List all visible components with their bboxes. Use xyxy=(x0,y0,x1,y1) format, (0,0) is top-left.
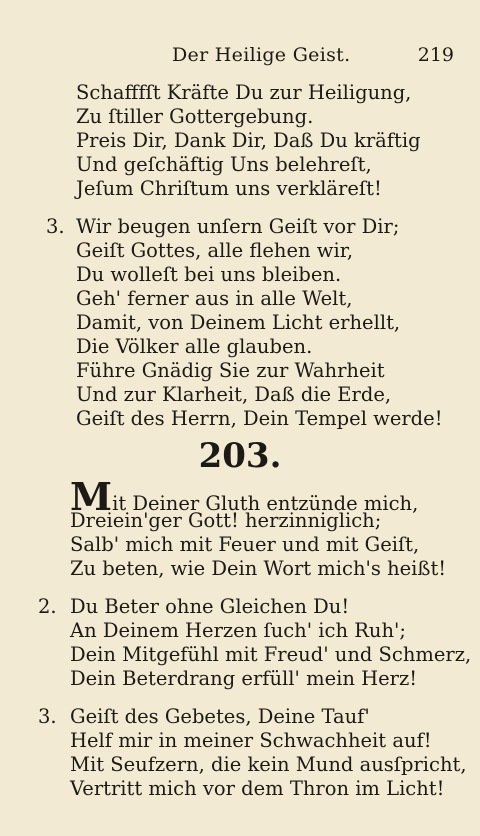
running-title: Der Heilige Geist. xyxy=(172,44,351,66)
verse-line: Vertritt mich vor dem Thron im Licht! xyxy=(70,777,445,800)
page-number: 219 xyxy=(417,44,454,66)
verse-line: Und geſchäftig Uns belehreſt, xyxy=(76,153,372,176)
stanza-number: 3. xyxy=(38,705,57,728)
verse-line: Jeſum Chriſtum uns verkläreſt! xyxy=(76,177,382,200)
verse-line: Geh' ferner aus in alle Welt, xyxy=(76,287,353,310)
verse-line: Wir beugen unſern Geiſt vor Dir; xyxy=(76,215,400,238)
hymn-number: 203. xyxy=(198,436,282,476)
verse-line: Und zur Klarheit, Daß die Erde, xyxy=(76,383,392,406)
stanza-number: 2. xyxy=(38,595,57,618)
verse-line: An Deinem Herzen ſuch' ich Ruh'; xyxy=(70,619,406,642)
verse-line: Geiſt des Gebetes, Deine Tauf' xyxy=(70,705,370,728)
verse-line: Zu beten, wie Dein Wort mich's heißt! xyxy=(70,557,447,580)
running-header xyxy=(0,44,480,70)
verse-line: Helf mir in meiner Schwachheit auf! xyxy=(70,729,432,752)
verse-line: Du wolleſt bei uns bleiben. xyxy=(76,263,342,286)
stanza-number: 3. xyxy=(46,215,65,238)
verse-line: Damit, von Deinem Licht erhellt, xyxy=(76,311,401,334)
verse-line: Preis Dir, Dank Dir, Daß Du kräftig xyxy=(76,129,421,152)
verse-line: Salb' mich mit Feuer und mit Geiſt, xyxy=(70,533,420,556)
verse-line-rest: it Deiner Gluth entzünde mich, xyxy=(112,492,419,515)
verse-line: Geiſt des Herrn, Dein Tempel werde! xyxy=(76,407,443,430)
drop-cap: M xyxy=(70,474,113,519)
verse-line: Dreiein'ger Gott! herzinniglich; xyxy=(70,509,382,532)
verse-line: Schafffſt Kräfte Du zur Heiligung, xyxy=(76,81,412,104)
verse-line: Du Beter ohne Gleichen Du! xyxy=(70,595,350,618)
verse-line: Mit Seufzern, die kein Mund ausſpricht, xyxy=(70,753,467,776)
verse-line: Die Völker alle glauben. xyxy=(76,335,313,358)
verse-line: Zu ſtiller Gottergebung. xyxy=(76,105,314,128)
verse-line: Geiſt Gottes, alle flehen wir, xyxy=(76,239,354,262)
verse-line: Dein Beterdrang erfüll' mein Herz! xyxy=(70,667,418,690)
verse-line: Dein Mitgefühl mit Freud' und Schmerz, xyxy=(70,643,472,666)
verse-line: Führe Gnädig Sie zur Wahrheit xyxy=(76,359,385,382)
